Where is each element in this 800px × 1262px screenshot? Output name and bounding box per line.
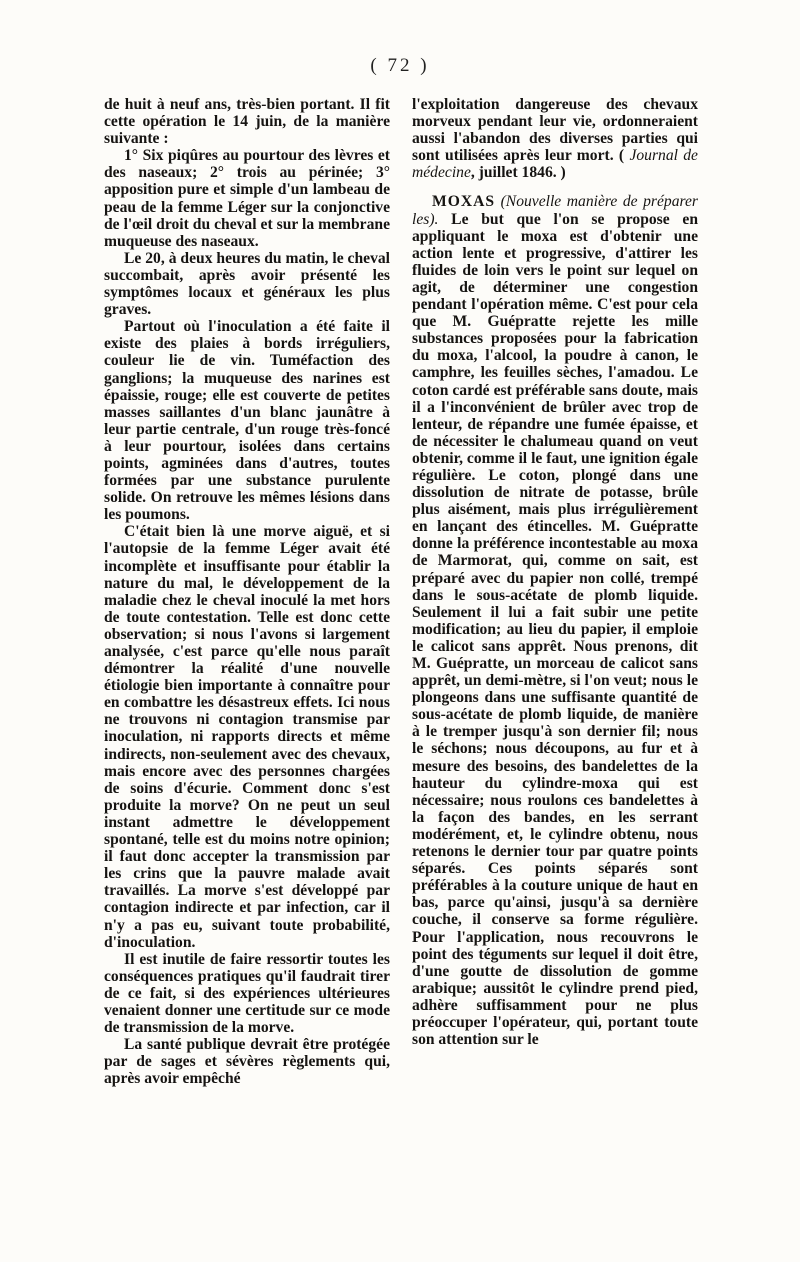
paragraph: 1° Six piqûres au pourtour des lèvres et des naseaux; 2° trois au périnée; 3° apposition pure et simple d'un lambeau de peau de la femme Léger sur la conjonctive de l'œil droit du cheval et sur la membrane muqueuse des naseaux. — [104, 147, 390, 250]
article-body: Le but que l'on se propose en appliquant le moxa est d'obtenir une action lente et progressive, d'attirer les fluides de loin vers le point sur lequel on agit, de déterminer une congestion pendant l'opération même. C'est pour cela que M. Guépratte rejette les mille substances proposées pour la fabrication du moxa, l'alcool, la poudre à canon, le camphre, les feuilles sèches, l'amadou. Le coton cardé est préférable sans doute, mais il a l'inconvénient de brûler avec trop de lenteur, de répandre une fumée épaisse, et de nécessiter le chalumeau quand on veut obtenir, comme il le faut, une ignition égale régulière. Le coton, plongé dans une dissolution de nitrate de potasse, brûle plus aisément, mais plus irrégulièrement en lançant des étincelles. M. Guépratte donne la préférence incontestable au moxa de Marmorat, qui, comme on sait, est préparé avec du papier non collé, trempé dans le sous-acétate de plomb liquide. Seulement il lui a fait subir une petite modification; au lieu du papier, il emploie le calicot sans apprêt. Nous prenons, dit M. Guépratte, un morceau de calicot sans apprêt, un demi-mètre, si l'on veut; nous le plongeons dans une suffisante quantité de sous-acétate de plomb liquide, de manière à le tremper jusqu'à son dernier fil; nous le séchons; nous découpons, au fur et à mesure des besoins, des bandelettes de la hauteur du cylindre-moxa qui est nécessaire; nous roulons ces bandelettes à la façon des bandes, en les serrant modérément, et, le cylindre obtenu, nous retenons le dernier tour par quatre points séparés. Ces points séparés sont préférables à la couture unique de haut en bas, parce qu'ainsi, jusqu'à sa dernière couche, il conserve sa forme régulière. Pour l'application, nous recouvrons le point des téguments sur lequel il doit être, d'une goutte de dissolution de gomme arabique; aussitôt le cylindre prend pied, adhère suffisamment pour ne plus préoccuper l'opérateur, qui, portant toute son attention sur le — [412, 210, 698, 1049]
page-number: ( 72 ) — [370, 55, 430, 76]
article-paragraph — [412, 193, 698, 1048]
article-subtitle: (Nouvelle manière de préparer les). — [412, 193, 698, 228]
article-heading: MOXAS — [432, 193, 496, 211]
continuation-text: l'exploitation dangereuse des chevaux morveux pendant leur vie, ordonneraient aussi l'abandon des diverses parties qui sont utilisées après leur mort. ( — [412, 96, 698, 165]
paragraph: Il est inutile de faire ressortir toutes les conséquences pratiques qu'il faudrait tirer de ce fait, si des expériences ultérieures venaient donner une certitude sur ce mode de transmission de la morve. — [104, 950, 390, 1037]
citation-source: Journal de médecine — [412, 147, 698, 182]
paragraph: Le 20, à deux heures du matin, le cheval succombait, après avoir présenté les symptômes locaux et généraux les plus graves. — [104, 249, 390, 319]
citation-date: , juillet 1846. ) — [470, 164, 566, 182]
paragraph: Partout où l'inoculation a été faite il existe des plaies à bords irréguliers, couleur lie de vin. Tuméfaction des ganglions; la muqueuse des narines est épaissie, rouge; elle est couverte de petites masses saillantes d'un blanc jaunâtre à leur partie centrale, d'un rouge très-foncé à leur pourtour, isolées dans certains points, agminées dans d'autres, toutes formées par une substance purulente solide. On retrouve les mêmes lésions dans les poumons. — [104, 318, 390, 524]
continuation-paragraph — [412, 96, 698, 181]
paragraph: de huit à neuf ans, très-bien portant. Il fit cette opération le 14 juin, de la manière suivante : — [104, 96, 390, 148]
right-column — [412, 96, 698, 1048]
left-column — [104, 96, 390, 1087]
paragraph: La santé publique devrait être protégée par de sages et sévères règlements qui, après avoir empêché — [104, 1036, 390, 1088]
paragraph: C'était bien là une morve aiguë, et si l'autopsie de la femme Léger avait été incomplète et insuffisante pour établir la nature du mal, le développement de la maladie chez le cheval inoculé la met hors de toute contestation. Telle est donc cette observation; si nous l'avons si largement analysée, c'est parce qu'elle nous paraît démontrer la réalité d'une nouvelle étiologie bien importante à connaître pour en combattre les désastreux effets. Ici nous ne trouvons ni contagion transmise par inoculation, ni rapports directs et même indirects, non-seulement avec des chevaux, mais encore avec des personnes chargées de soins d'écurie. Comment donc s'est produite la morve? On ne peut un seul instant admettre le développement spontané, telle est du moins notre opinion; il faut donc accepter la transmission par les crins que la pauvre malade avait travaillés. La morve s'est développé par contagion indirecte et par infection, car il n'y a pas eu, suivant toute probabilité, d'inoculation. — [104, 523, 390, 951]
